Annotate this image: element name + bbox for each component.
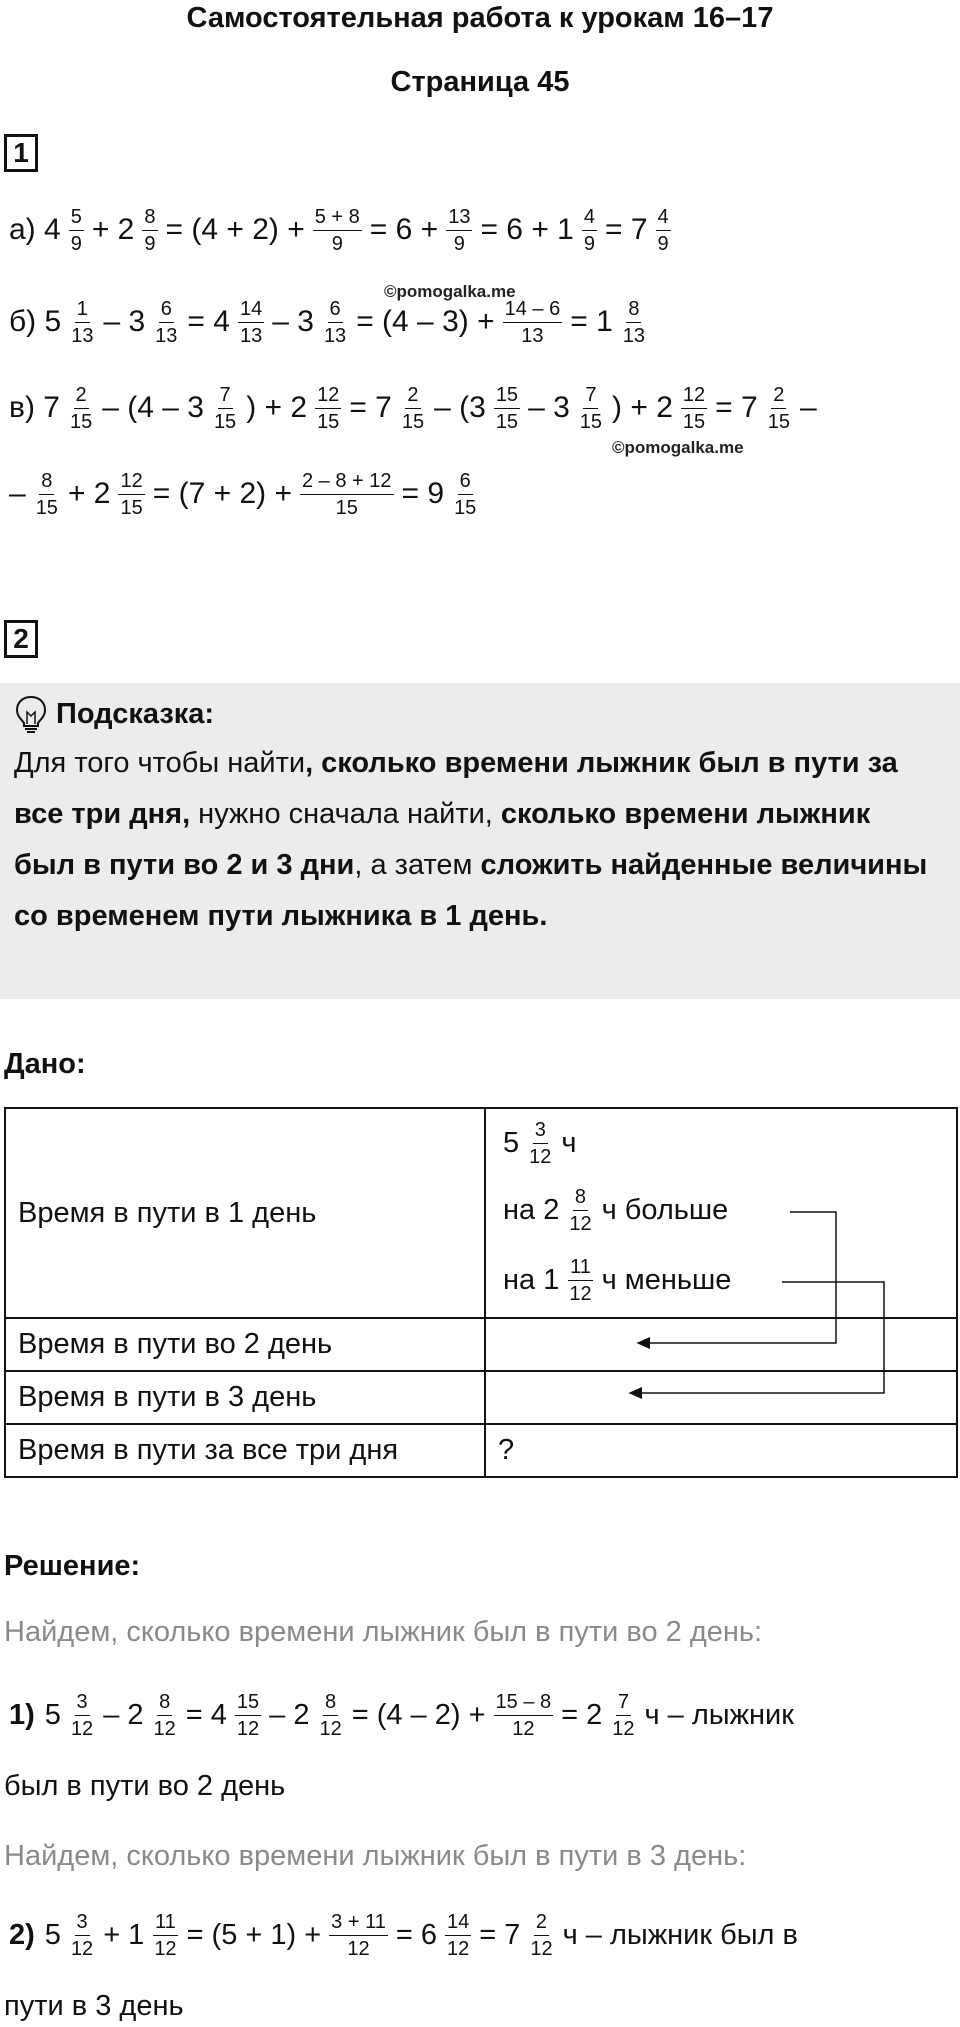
fraction <box>445 1912 471 1959</box>
numerator: 15 <box>494 385 520 409</box>
table-cell-value: ? <box>485 1424 957 1477</box>
math-text: – 2 <box>269 1698 310 1731</box>
math-text: – (3 <box>434 391 486 424</box>
denominator: 9 <box>331 232 343 255</box>
math-text: = (7 + 2) + <box>152 477 292 510</box>
math-text: в) 7 <box>9 391 60 424</box>
denominator: 15 <box>213 410 237 433</box>
arrow-to-day2 <box>638 1212 836 1343</box>
math-text: на 1 <box>503 1263 560 1296</box>
numerator: 4 <box>582 207 597 231</box>
denominator: 15 <box>401 410 425 433</box>
denominator: 12 <box>347 1937 370 1960</box>
math-text: – 3 <box>103 305 146 338</box>
numerator: 2 <box>534 1912 549 1936</box>
numerator: 8 <box>157 1692 172 1716</box>
numerator: 15 <box>235 1692 261 1716</box>
numerator: 2 – 8 + 12 <box>300 471 394 495</box>
denominator: 9 <box>144 232 156 255</box>
hint-segment: Для того чтобы найти <box>14 747 306 779</box>
math-text: ч <box>561 1126 577 1159</box>
math-text: – <box>9 477 26 510</box>
math-text: ) + 2 <box>612 391 673 424</box>
denominator: 15 <box>495 410 519 433</box>
denominator: 12 <box>446 1937 470 1960</box>
denominator: 15 <box>579 410 603 433</box>
fraction <box>329 1912 388 1959</box>
math-text: ч больше <box>601 1193 729 1226</box>
denominator: 15 <box>69 410 93 433</box>
numerator: 12 <box>315 385 341 409</box>
numerator: 12 <box>118 471 144 495</box>
denominator: 15 <box>335 496 358 519</box>
numerator: 1 <box>75 299 90 323</box>
math-text: = 7 <box>349 391 392 424</box>
fraction <box>69 1692 95 1739</box>
arrow-to-day3 <box>630 1282 884 1393</box>
denominator: 12 <box>154 1937 177 1960</box>
numerator: 7 <box>616 1692 631 1716</box>
numerator: 3 <box>75 1912 90 1936</box>
hint-segment: нужно сначала найти, <box>190 798 501 830</box>
math-text: на 2 <box>503 1193 560 1226</box>
numerator: 8 <box>323 1692 338 1716</box>
math-text: – 3 <box>272 305 314 338</box>
math-text: 5 <box>44 1918 61 1951</box>
fraction <box>610 1692 636 1739</box>
math-text: + 2 <box>67 477 111 510</box>
denominator: 12 <box>70 1937 94 1960</box>
denominator: 9 <box>70 232 82 255</box>
math-text: = 7 <box>605 213 648 246</box>
math-text: ч меньше <box>601 1263 732 1296</box>
numerator: 3 <box>533 1120 548 1144</box>
numerator: 7 <box>583 385 598 409</box>
numerator: 14 <box>445 1912 471 1936</box>
solution-label: Решение: <box>4 1550 141 1582</box>
numerator: 6 <box>328 299 343 323</box>
math-text: 5 <box>503 1126 520 1159</box>
solution-step-2 <box>4 1900 803 1970</box>
denominator: 12 <box>512 1717 535 1740</box>
math-text: ) + 2 <box>246 391 308 424</box>
page-number: Страница 45 <box>390 66 570 98</box>
numerator: 14 – 6 <box>503 299 563 323</box>
table-cell-label: Время в пути во 2 день <box>5 1318 485 1371</box>
given-label: Дано: <box>4 1048 86 1080</box>
numerator: 8 <box>626 299 641 323</box>
table-cell-label: Время в пути за все три дня <box>5 1424 485 1477</box>
math-text: а) 4 <box>9 213 61 246</box>
math-text: = 7 <box>479 1918 521 1951</box>
hint-emphasis: сколько времени лыжник был в пути во 2 и 3 дни <box>14 798 871 881</box>
denominator: 12 <box>569 1282 592 1305</box>
math-text: = (4 + 2) + <box>165 213 305 246</box>
watermark: ©pomogalka.me <box>612 438 744 457</box>
math-text: ч – лыжник <box>644 1698 794 1731</box>
numerator: 2 <box>405 385 420 409</box>
step2-continued: пути в 3 день <box>4 1990 184 2022</box>
task-number-1: 1 <box>4 134 38 172</box>
numerator: 4 <box>656 207 671 231</box>
denominator: 12 <box>529 1145 552 1168</box>
denominator: 15 <box>120 496 143 519</box>
denominator: 9 <box>453 232 465 255</box>
numerator: 7 <box>218 385 233 409</box>
math-text: = 6 + <box>369 213 439 246</box>
denominator: 12 <box>236 1717 260 1740</box>
table-cell-label: Время в пути в 1 день <box>5 1108 485 1318</box>
denominator: 15 <box>682 410 706 433</box>
denominator: 13 <box>521 324 544 347</box>
math-text: – (4 – 3 <box>102 391 204 424</box>
numerator: 5 + 8 <box>313 207 362 231</box>
denominator: 13 <box>71 324 94 347</box>
numerator: 11 <box>153 1912 178 1936</box>
numerator: 2 <box>771 385 786 409</box>
numerator: 3 + 11 <box>329 1912 388 1936</box>
denominator: 13 <box>239 324 263 347</box>
math-text: + 1 <box>103 1918 145 1951</box>
numerator: 12 <box>681 385 707 409</box>
fraction <box>152 1692 178 1739</box>
denominator: 12 <box>612 1717 635 1740</box>
denominator: 15 <box>35 496 58 519</box>
step-number: 1) <box>9 1698 35 1731</box>
math-text: = 6 <box>395 1918 437 1951</box>
hint-emphasis: , сколько времени лыжник был в пути за все три дня, <box>14 747 898 830</box>
numerator: 8 <box>142 207 157 231</box>
denominator: 15 <box>767 410 790 433</box>
hint-segment: , а затем <box>354 849 481 881</box>
math-text: ч – лыжник был в <box>562 1918 798 1951</box>
numerator: 11 <box>568 1257 593 1281</box>
hint-title: Подсказка: <box>56 697 215 730</box>
denominator: 13 <box>622 324 646 347</box>
denominator: 12 <box>530 1937 553 1960</box>
math-text: = 6 + 1 <box>480 213 574 246</box>
solution-step-1 <box>4 1680 799 1750</box>
math-text: 5 <box>44 1698 61 1731</box>
math-text: = (5 + 1) + <box>186 1918 322 1951</box>
math-text: = 1 <box>570 305 613 338</box>
numerator: 3 <box>75 1692 90 1716</box>
denominator: 12 <box>319 1717 342 1740</box>
math-text: + 2 <box>91 213 135 246</box>
numerator: 8 <box>39 471 54 495</box>
math-text: = 2 <box>561 1698 603 1731</box>
fraction <box>528 1912 554 1959</box>
denominator: 9 <box>583 232 595 255</box>
find-day2-text: Найдем, сколько времени лыжник был в пути во 2 день: <box>4 1616 763 1648</box>
math-text: – 2 <box>103 1698 144 1731</box>
fraction <box>494 1692 554 1739</box>
denominator: 15 <box>454 496 477 519</box>
math-text: = (4 – 3) + <box>356 305 495 338</box>
numerator: 14 <box>238 299 264 323</box>
denominator: 9 <box>657 232 669 255</box>
numerator: 8 <box>573 1187 588 1211</box>
numerator: 13 <box>446 207 472 231</box>
math-text: = 9 <box>401 477 445 510</box>
denominator: 12 <box>569 1212 592 1235</box>
watermark: ©pomogalka.me <box>384 282 516 301</box>
math-text: б) 5 <box>9 305 62 338</box>
math-text: = 4 <box>187 305 230 338</box>
find-day3-text: Найдем, сколько времени лыжник был в пути в 3 день: <box>4 1840 747 1872</box>
math-text: = (4 – 2) + <box>351 1698 486 1731</box>
denominator: 12 <box>70 1717 94 1740</box>
numerator: 6 <box>458 471 473 495</box>
fraction <box>235 1692 261 1739</box>
task-number-2: 2 <box>4 620 38 658</box>
denominator: 13 <box>323 324 347 347</box>
step-number: 2) <box>9 1918 35 1951</box>
denominator: 13 <box>155 324 178 347</box>
numerator: 15 – 8 <box>494 1692 554 1716</box>
fraction <box>317 1692 343 1739</box>
denominator: 15 <box>317 410 340 433</box>
hint-emphasis: сложить найденные величины со временем пути лыжника в 1 день. <box>14 849 928 932</box>
math-text: – <box>799 391 817 424</box>
numerator: 2 <box>74 385 89 409</box>
table-cell-label: Время в пути в 3 день <box>5 1371 485 1424</box>
worksheet-title: Самостоятельная работа к урокам 16–17 <box>186 2 774 34</box>
numerator: 5 <box>69 207 84 231</box>
denominator: 12 <box>153 1717 176 1740</box>
math-text: = 7 <box>715 391 758 424</box>
step1-continued: был в пути во 2 день <box>4 1770 286 1802</box>
math-text: = 4 <box>185 1698 227 1731</box>
numerator: 6 <box>159 299 174 323</box>
math-text: – 3 <box>528 391 570 424</box>
fraction <box>152 1912 178 1959</box>
fraction <box>69 1912 95 1959</box>
